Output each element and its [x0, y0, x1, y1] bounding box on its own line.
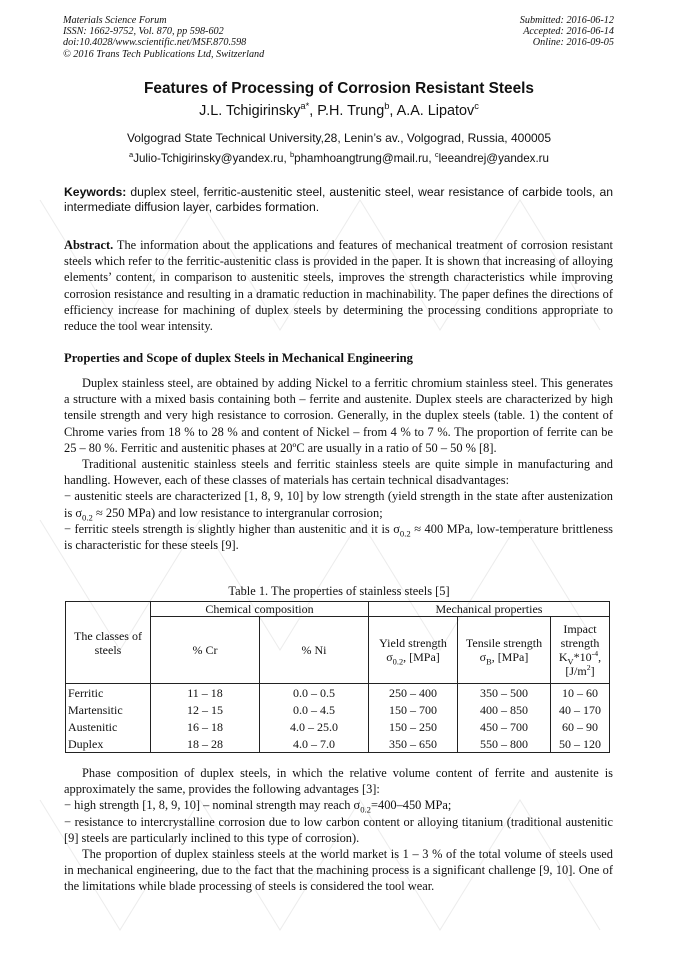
body-text-after-table: [64, 765, 613, 895]
paragraph: Duplex stainless steel, are obtained by adding Nickel to a ferritic chromium stainless steel. This generates a structure with a mixed basis containing both – ferrite and austenite. Duplex steels are characterized by high tensile strength and very high resistance to corrosion. Generally, in the duplex steels (table. 1) the content of Chrome varies from 18 % to 28 % and content of Nickel – from 4 % to 7 %. The proportion of ferrite can be 25 – 80 %. Ferritic and austenitic phases at 20ºC are usually in a ratio of 50 – 50 % [8].: [64, 376, 613, 455]
submitted-date: Submitted: 2016-06-12: [519, 15, 614, 26]
author-mark: a*: [300, 101, 310, 112]
paragraph: Traditional austenitic stainless steels and ferritic stainless steels are quite simple in manufacturing and handling. However, each of these classes of materials has certain technical disadvantages:: [64, 457, 613, 488]
body-text-before-table: [64, 375, 613, 553]
email-mark: c: [434, 150, 439, 160]
paragraph: The proportion of duplex stainless steels at the world market is 1 – 3 % of the total volume of steels used in mechanical engineering, due to the fact that the machining process is a significant challenge [9, 10]. One of the limitations while blade processing of steels is considered the tool wear.: [64, 847, 613, 894]
abstract: [64, 237, 613, 334]
affiliation: Volgograd State Technical University,28, Lenin’s av., Volgograd, Russia, 400005: [126, 131, 552, 145]
dash-item: − resistance to intercrystalline corrosion due to low carbon content or alloying titanium (traditional austenitic [9] steels are particularly inclined to this type of corrosion).: [64, 814, 613, 845]
header-cr: % Cr: [151, 617, 260, 684]
email-address: phamhoangtrung@mail.ru: [294, 152, 429, 165]
email-address: Julio-Tchigirinsky@yandex.ru: [133, 152, 284, 165]
journal-doi: doi:10.4028/www.scientific.net/MSF.870.598: [63, 37, 247, 49]
abstract-label: Abstract.: [64, 238, 114, 252]
table-row: Austenitic 16 – 18 4.0 – 25.0 150 – 250 450 – 700 60 – 90: [66, 718, 610, 735]
row-header-cell: The classes of steels: [66, 602, 151, 684]
author-name: J.L. Tchigirinsky: [199, 103, 301, 119]
author-mark: b: [384, 101, 390, 112]
accepted-date: Accepted: 2016-06-14: [523, 26, 614, 38]
journal-issn: ISSN: 1662-9752, Vol. 870, pp 598-602: [63, 26, 224, 38]
keywords-text: duplex steel, ferritic-austenitic steel, austenitic steel, wear resistance of carbide tools, an intermediate diffusion layer, carbides formation.: [64, 185, 614, 215]
table-row: Martensitic 12 – 15 0.0 – 4.5 150 – 700 400 – 850 40 – 170: [66, 701, 610, 718]
journal-header-left: [63, 15, 264, 60]
author-name: P.H. Trung: [317, 103, 385, 119]
email-mark: b: [289, 150, 295, 160]
email-address: leeandrej@yandex.ru: [438, 152, 549, 165]
abstract-text: The information about the applications and features of mechanical treatment of corrosion resistant steels which refer to the ferritic-austenitic class is provided in the paper. It is shown that increasing of alloying elements’ content, in comparison to austenitic steels, improves the strength characteristics while improving corrosion resistance and resulting in a dramatic reduction in machinability. The paper defines the directions of efficiency increase for machining of duplex steels by determining the processing conditions appropriate to reduce the tool wear intensity.: [64, 238, 613, 334]
author-mark: c: [474, 101, 479, 112]
dash-item: − high strength [1, 8, 9, 10] – nominal strength may reach $\sigma_{0.2}=400-450$ MPa;: [64, 798, 452, 815]
online-date: Online: 2016-09-05: [532, 37, 614, 49]
col-group-chemical: Chemical composition: [151, 602, 369, 617]
table-caption: Table 1. The properties of stainless steels [5]: [228, 584, 450, 598]
keywords-label: Keywords:: [64, 185, 127, 199]
dash-item: − ferritic steels strength is slightly higher than austenitic and it is $\sigma_{0.2} \approx 400$ MPa, low-temperature brittleness is characteristic for these steels [9].: [64, 521, 613, 553]
table-row: Duplex 18 – 28 4.0 – 7.0 350 – 650 550 – 800 50 – 120: [66, 735, 610, 753]
author-name: A.A. Lipatov: [396, 103, 475, 119]
header-ni: % Ni: [260, 617, 369, 684]
email-list: $^a$Julio-Tchigirinsky@yandex.ru, $^b$phamhoangtrung@mail.ru, $^c$leeandrej@yandex.ru: [128, 150, 549, 165]
journal-header-right: [520, 15, 614, 49]
header-yield: Yield strength $\sigma_{0.2}$, [MPa]: [369, 617, 458, 684]
author-list: J.L. Tchigirinsky$^{a*}$, P.H. Trung$^b$, A.A. Lipatov$^c$: [199, 101, 479, 119]
header-impact: Impact strength $K_V*10^{-4}$, $[J/m^2]$: [551, 617, 610, 684]
keywords: [64, 185, 613, 215]
paper-title: Features of Processing of Corrosion Resistant Steels: [144, 80, 534, 97]
journal-name: Materials Science Forum: [63, 15, 167, 26]
header-tensile: Tensile strength $\sigma_B$, [MPa]: [458, 617, 551, 684]
col-group-mechanical: Mechanical properties: [369, 602, 610, 617]
paragraph: Phase composition of duplex steels, in which the relative volume content of ferrite and austenite is approximately the same, provides the following advantages [3]:: [64, 766, 613, 797]
section-heading: Properties and Scope of duplex Steels in Mechanical Engineering: [64, 351, 413, 365]
dash-item: − austenitic steels are characterized [1, 8, 9, 10] by low strength (yield strength in the state after austenization is $\sigma_{0.2} \approx 250$ MPa) and low resistance to intergranular corrosion;: [64, 489, 613, 523]
properties-table: [65, 601, 610, 753]
table-row: Ferritic 11 – 18 0.0 – 0.5 250 – 400 350 – 500 10 – 60: [66, 684, 610, 702]
journal-copyright: © 2016 Trans Tech Publications Ltd, Switzerland: [63, 48, 265, 60]
email-mark: a: [128, 150, 134, 160]
